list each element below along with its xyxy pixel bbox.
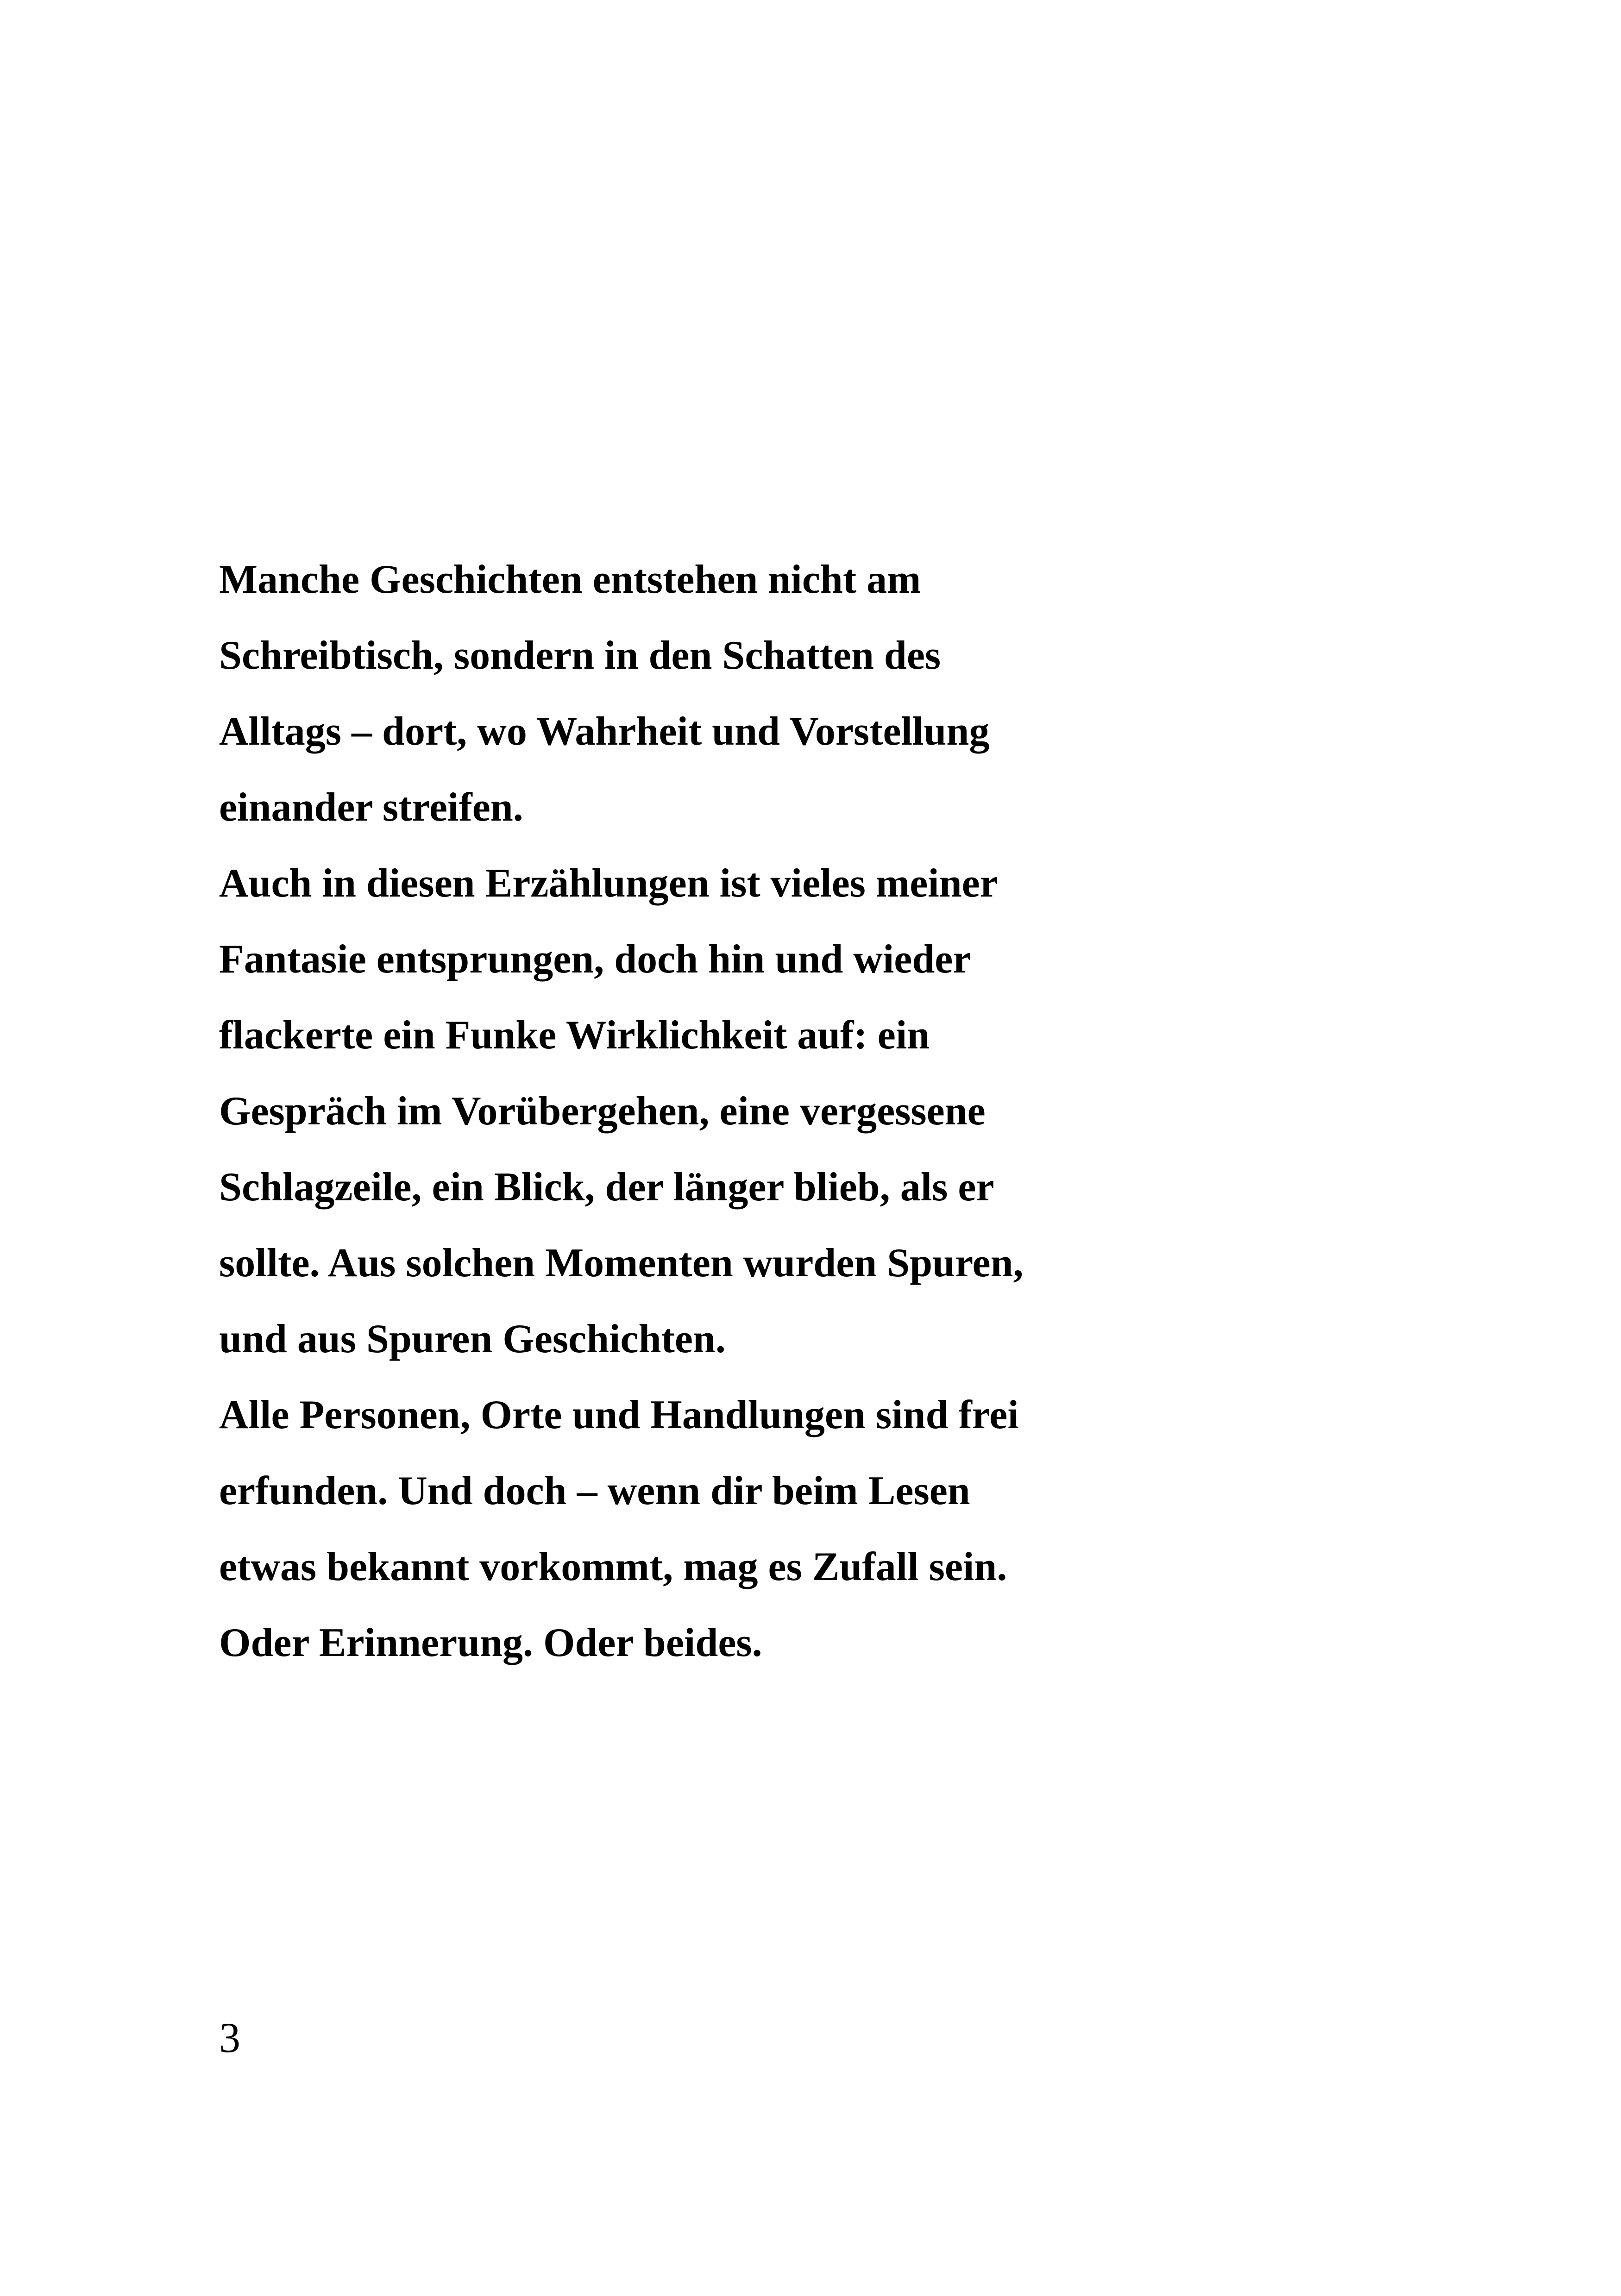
text-line: etwas bekannt vorkommt, mag es Zufall sein. [219,1544,1007,1589]
text-line: Schlagzeile, ein Blick, der länger blieb, als er [219,1165,994,1210]
text-line: Gespräch im Vorübergehen, eine vergessene [219,1089,986,1134]
text-line: Schreibtisch, sondern in den Schatten des [219,633,941,678]
paragraph-2 [219,846,1470,1377]
text-line: Alltags – dort, wo Wahrheit und Vorstellung [219,709,990,754]
text-line: erfunden. Und doch – wenn dir beim Lesen [219,1468,970,1513]
text-line: Alle Personen, Orte und Handlungen sind frei [219,1393,1019,1437]
text-line: und aus Spuren Geschichten. [219,1317,726,1361]
page-number: 3 [219,2014,240,2061]
text-line: Auch in diesen Erzählungen ist vieles meiner [219,861,998,906]
paragraph-3 [219,1377,1470,1681]
text-line: Fantasie entsprungen, doch hin und wieder [219,937,971,982]
text-line: einander streifen. [219,785,523,830]
text-line: sollte. Aus solchen Momenten wurden Spuren, [219,1241,1024,1286]
text-line: flackerte ein Funke Wirklichkeit auf: ein [219,1013,930,1058]
body-text [219,542,1470,1681]
text-line: Oder Erinnerung. Oder beides. [219,1620,762,1665]
text-line: Manche Geschichten entstehen nicht am [219,557,921,602]
paragraph-1 [219,542,1470,846]
